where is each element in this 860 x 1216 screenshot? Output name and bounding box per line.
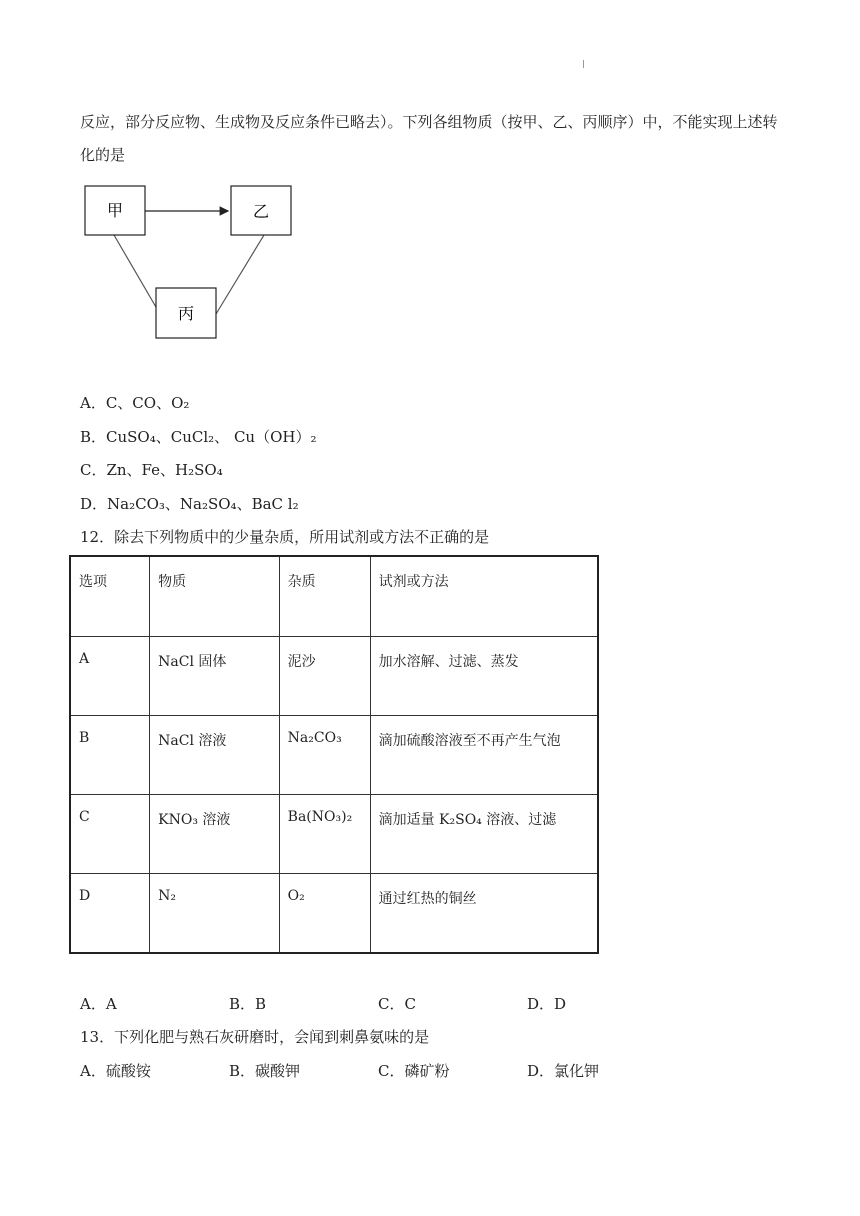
q11-option-d: D．Na₂CO₃、Na₂SO₄、BaC l₂: [80, 495, 299, 513]
table-cell: 通过红热的铜丝: [370, 874, 598, 954]
q11-option-b: B．CuSO₄、CuCl₂、 Cu（OH）₂: [80, 428, 317, 446]
q12-option-c: C．C: [378, 995, 416, 1013]
line-b-to-c: [216, 235, 264, 314]
table-cell: O₂: [279, 874, 370, 954]
table-row: [70, 716, 598, 795]
table-cell: Ba(NO₃)₂: [279, 795, 370, 874]
q13-option-d: D．氯化钾: [527, 1062, 600, 1080]
table-cell: D: [70, 874, 150, 954]
q13-option-a: A．硫酸铵: [80, 1062, 151, 1080]
table-cell: A: [70, 637, 150, 716]
q11-diagram: [80, 180, 310, 345]
table-cell: B: [70, 716, 150, 795]
table-cell: NaCl 溶液: [150, 716, 280, 795]
q11-stem-line1: 反应，部分反应物、生成物及反应条件已略去）。下列各组物质（按甲、乙、丙顺序）中，不能实现上述转: [80, 113, 778, 131]
q11-option-a: A．C、CO、O₂: [80, 394, 190, 412]
table-cell: Na₂CO₃: [279, 716, 370, 795]
q12-option-d: D．D: [527, 995, 567, 1013]
table-cell: KNO₃ 溶液: [150, 795, 280, 874]
q12-option-b: B．B: [229, 995, 267, 1013]
box-b-label: 乙: [252, 202, 270, 221]
table-cell: N₂: [150, 874, 280, 954]
q13-stem: 13．下列化肥与熟石灰研磨时，会闻到刺鼻氨味的是: [80, 1028, 430, 1046]
table-cell: C: [70, 795, 150, 874]
header-cell: 物质: [150, 556, 280, 637]
header-cell: 选项: [70, 556, 150, 637]
table-header-row: [70, 556, 598, 637]
line-a-to-c: [114, 235, 160, 314]
q12-stem: 12．除去下列物质中的少量杂质，所用试剂或方法不正确的是: [80, 528, 490, 546]
table-cell: NaCl 固体: [150, 637, 280, 716]
q11-stem-line2: 化的是: [80, 146, 126, 164]
table-cell: 泥沙: [279, 637, 370, 716]
table-row: [70, 874, 598, 954]
table-cell: 加水溶解、过滤、蒸发: [370, 637, 598, 716]
page-mark: [583, 60, 584, 68]
table-cell: 滴加适量 K₂SO₄ 溶液、过滤: [370, 795, 598, 874]
table-row: [70, 795, 598, 874]
q11-option-c: C．Zn、Fe、H₂SO₄: [80, 461, 223, 479]
header-cell: 试剂或方法: [370, 556, 598, 637]
table-cell: 滴加硫酸溶液至不再产生气泡: [370, 716, 598, 795]
q13-option-c: C．磷矿粉: [378, 1062, 450, 1080]
q12-table: [69, 555, 599, 954]
table-row: [70, 637, 598, 716]
box-a-label: 甲: [106, 201, 124, 220]
box-c-label: 丙: [177, 304, 195, 323]
header-cell: 杂质: [279, 556, 370, 637]
q12-option-a: A．A: [80, 995, 117, 1013]
q13-option-b: B．碳酸钾: [229, 1062, 301, 1080]
